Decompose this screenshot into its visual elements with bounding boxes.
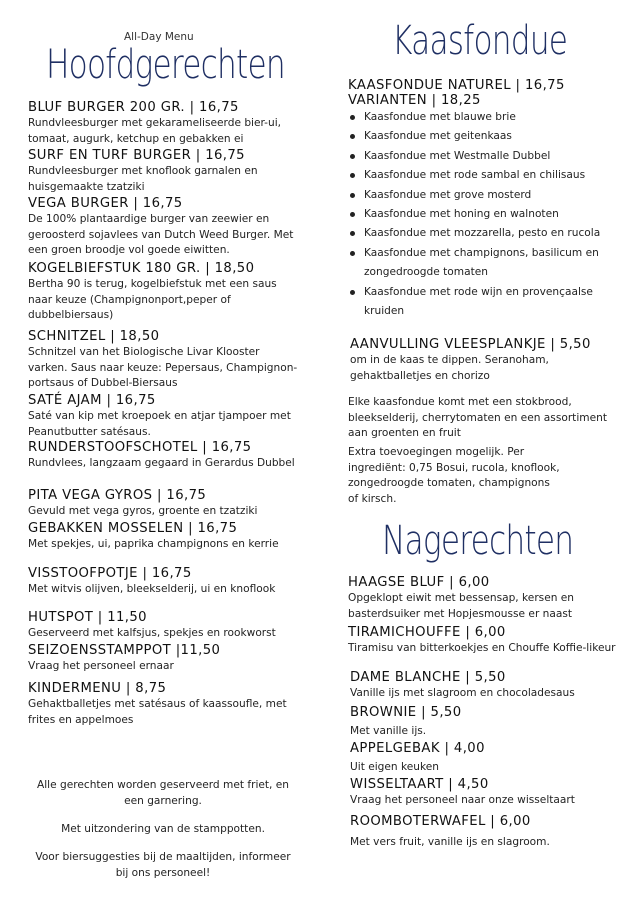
menu-item-name: PITA VEGA GYROS | 16,75 — [28, 488, 207, 503]
footer-note: Alle gerechten worden geserveerd met friet, en een garnering. — [36, 779, 290, 807]
menu-item-desc: Uit eigen keuken — [350, 761, 439, 773]
bullet-icon — [350, 115, 355, 120]
fondue-variant: Kaasfondue met honing en walnoten — [364, 208, 559, 221]
bullet-icon — [350, 290, 355, 295]
menu-item-name: KOGELBIEFSTUK 180 GR. | 18,50 — [28, 261, 255, 276]
menu-item-name: TIRAMICHOUFFE | 6,00 — [348, 625, 506, 640]
menu-item-name: BROWNIE | 5,50 — [350, 705, 462, 720]
bullet-icon — [350, 154, 355, 159]
bullet-icon — [350, 173, 355, 178]
footer-note: Met uitzondering van de stamppotten. — [61, 823, 265, 835]
fondue-variant: Kaasfondue met blauwe brie — [364, 111, 516, 123]
fondue-varianten-name: VARIANTEN | 18,25 — [348, 93, 481, 108]
menu-item-desc: Saté van kip met kroepoek en atjar tjampoer met Peanutbutter satésaus. — [28, 410, 291, 438]
bullet-icon — [350, 193, 355, 198]
menu-item-desc: om in de kaas te dippen. Seranoham, gehaktballetjes en chorizo — [350, 354, 549, 382]
menu-item-name: HAAGSE BLUF | 6,00 — [348, 575, 490, 590]
menu-item — [28, 566, 298, 598]
menu-item-name: APPELGEBAK | 4,00 — [350, 741, 485, 756]
fondue-naturel-name: KAASFONDUE NATUREL | 16,75 — [348, 78, 565, 93]
fondue-variant: Kaasfondue met geitenkaas — [364, 130, 512, 143]
menu-item — [28, 681, 298, 728]
menu-item-desc: Geserveerd met kalfsjus, spekjes en rookworst — [28, 627, 276, 639]
menu-item — [348, 625, 623, 657]
menu-item-desc: Met witvis olijven, bleekselderij, ui en knoflook — [28, 583, 276, 595]
fondue-variant: Kaasfondue met rode wijn en provençaalse kruiden — [364, 285, 593, 318]
list-item — [348, 127, 620, 146]
menu-item — [28, 610, 298, 642]
menu-item — [350, 814, 625, 851]
fondue-variant: Kaasfondue met Westmalle Dubbel — [364, 149, 551, 162]
list-item — [348, 166, 620, 185]
menu-item — [348, 575, 623, 622]
menu-item — [28, 196, 298, 259]
menu-item-desc: Tiramisu van bitterkoekjes en Chouffe Koffie-likeur — [348, 642, 616, 654]
menu-item-name: ROOMBOTERWAFEL | 6,00 — [350, 814, 531, 829]
menu-item-name: SCHNITZEL | 18,50 — [28, 329, 160, 344]
menu-item — [350, 337, 625, 384]
list-item — [348, 283, 620, 322]
menu-item — [28, 393, 298, 440]
menu-item-desc: Vraag het personeel ernaar — [28, 660, 174, 672]
menu-item-name: SURF EN TURF BURGER | 16,75 — [28, 148, 245, 163]
menu-item-desc: Rundvleesburger met knoflook garnalen en huisgemaakte tzatziki — [28, 165, 258, 193]
menu-item — [350, 670, 625, 702]
menu-item-desc: Rundvleesburger met gekarameliseerde bier-ui, tomaat, augurk, ketchup en gebakken ei — [28, 117, 282, 145]
menu-item-name: BLUF BURGER 200 GR. | 16,75 — [28, 100, 239, 115]
menu-item — [350, 777, 625, 809]
menu-item-desc: Met vanille ijs. — [350, 725, 427, 737]
menu-item — [28, 329, 298, 392]
menu-item-name: SATÉ AJAM | 16,75 — [28, 393, 156, 408]
fondue-variant: Kaasfondue met grove mosterd — [364, 188, 532, 201]
bullet-icon — [350, 212, 355, 217]
fondue-naturel — [348, 78, 623, 93]
fondue-variant: Kaasfondue met champignons, basilicum en zongedroogde tomaten — [364, 246, 599, 279]
menu-item-desc: Rundvlees, langzaam gegaard in Gerardus Dubbel — [28, 457, 295, 469]
menu-item-desc: Gehaktballetjes met satésaus of kaassoufle, met frites en appelmoes — [28, 698, 287, 726]
menu-item-desc: Gevuld met vega gyros, groente en tzatziki — [28, 505, 258, 517]
fondue-variant-list — [348, 108, 620, 321]
menu-item-desc: Met vers fruit, vanille ijs en slagroom. — [350, 836, 550, 848]
menu-item-desc: Vraag het personeel naar onze wisseltaart — [350, 794, 575, 806]
menu-item-desc: Met spekjes, ui, paprika champignons en kerrie — [28, 538, 279, 550]
menu-item — [350, 741, 625, 776]
fondue-title: Kaasfondue — [392, 18, 568, 64]
main-courses-title: Hoofdgerechten — [46, 42, 285, 88]
bullet-icon — [350, 134, 355, 139]
menu-item — [28, 488, 298, 520]
menu-item-desc: De 100% plantaardige burger van zeewier en geroosterd sojavlees van Dutch Weed Burger. Met een groen broodje vol goede eiwitten. — [28, 213, 294, 257]
footer-note: Voor biersuggesties bij de maaltijden, informeer bij ons personeel! — [35, 851, 291, 879]
desserts-title: Nagerechten — [382, 518, 574, 564]
menu-item-desc: Schnitzel van het Biologische Livar Klooster varken. Saus naar keuze: Pepersaus, Champignon-portsaus of Dubbel-Biersaus — [28, 346, 298, 390]
menu-item-name: VISSTOOFPOTJE | 16,75 — [28, 566, 192, 581]
fondue-variant: Kaasfondue met mozzarella, pesto en rucola — [364, 227, 601, 240]
menu-item-name: WISSELTAART | 4,50 — [350, 777, 489, 792]
fondue-variant: Kaasfondue met rode sambal en chilisaus — [364, 169, 586, 182]
list-item — [348, 224, 620, 243]
menu-item-name: VEGA BURGER | 16,75 — [28, 196, 183, 211]
menu-item — [28, 643, 298, 675]
menu-item — [350, 705, 625, 740]
fondue-extra: Extra toevoegingen mogelijk. Per ingrediënt: 0,75 Bosui, rucola, knoflook, zongedroogde tomaten, champignons of kirsch. — [348, 446, 560, 505]
menu-item — [28, 148, 298, 195]
list-item — [348, 244, 620, 283]
list-item — [348, 205, 620, 224]
menu-item — [28, 440, 298, 472]
menu-item-name: KINDERMENU | 8,75 — [28, 681, 167, 696]
menu-item-desc: Opgeklopt eiwit met bessensap, kersen en basterdsuiker met Hopjesmousse er naast — [348, 592, 575, 620]
menu-item — [28, 261, 298, 324]
menu-item-name: RUNDERSTOOFSCHOTEL | 16,75 — [28, 440, 252, 455]
menu-item-name: HUTSPOT | 11,50 — [28, 610, 147, 625]
menu-item-name: AANVULLING VLEESPLANKJE | 5,50 — [350, 337, 591, 352]
menu-item-name: DAME BLANCHE | 5,50 — [350, 670, 506, 685]
list-item — [348, 147, 620, 166]
menu-item — [28, 521, 298, 553]
bullet-icon — [350, 251, 355, 256]
fondue-varianten — [348, 93, 623, 108]
list-item — [348, 186, 620, 205]
menu-item-desc: Vanille ijs met slagroom en chocoladesaus — [350, 687, 575, 699]
menu-item-name: SEIZOENSSTAMPPOT |11,50 — [28, 643, 221, 658]
menu-item-desc: Bertha 90 is terug, kogelbiefstuk met een saus naar keuze (Champignonport,peper of dubbelbiersaus) — [28, 278, 277, 322]
fondue-info: Elke kaasfondue komt met een stokbrood, bleekselderij, cherrytomaten en een assortiment aan groenten en fruit — [348, 396, 607, 440]
bullet-icon — [350, 231, 355, 236]
menu-item — [28, 100, 298, 147]
menu-subtitle: All-Day Menu — [124, 31, 194, 43]
menu-item-name: GEBAKKEN MOSSELEN | 16,75 — [28, 521, 238, 536]
list-item — [348, 108, 620, 127]
